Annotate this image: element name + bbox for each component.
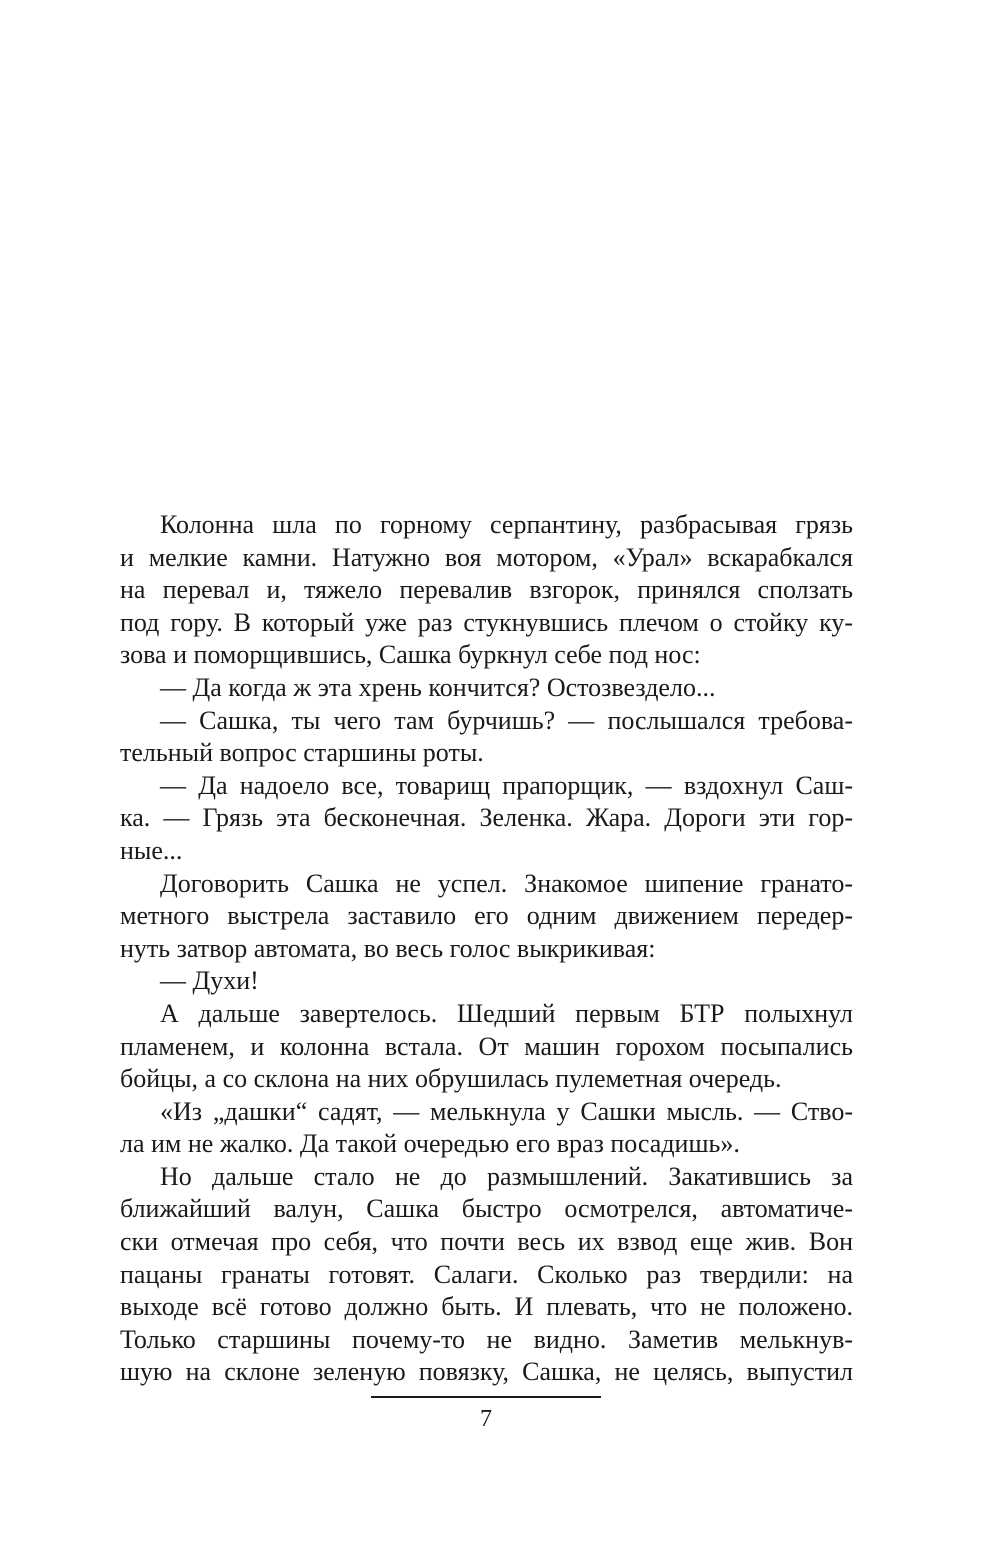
- text-line: на перевал и, тяжело перевалив взгорок, принялся сползать: [120, 575, 853, 605]
- page-number: 7: [480, 1406, 492, 1432]
- text-line: выходе всё готово должно быть. И плевать, что не положено.: [120, 1292, 853, 1322]
- text-line: — Да надоело все, товарищ прапорщик, — вздохнул Саш-: [160, 770, 853, 800]
- footer-rule: [371, 1396, 601, 1398]
- text-line: зова и поморщившись, Сашка буркнул себе под нос:: [120, 640, 701, 670]
- paragraph: [120, 868, 853, 966]
- text-line: метного выстрела заставило его одним движением передер-: [120, 901, 853, 931]
- text-line: Договорить Сашка не успел. Знакомое шипение гранато-: [160, 868, 853, 898]
- text-line: — Да когда ж эта хрень кончится? Остозвездело...: [160, 672, 716, 702]
- text-line: «Из „дашки“ садят, — мелькнула у Сашки мысль. — Ство-: [160, 1096, 853, 1126]
- text-line: под гору. В который уже раз стукнувшись плечом о стойку ку-: [120, 607, 853, 637]
- body-text: [120, 509, 853, 1389]
- paragraph: [120, 509, 853, 672]
- paragraph: [120, 965, 853, 998]
- text-line: пламенем, и колонна встала. От машин горохом посыпались: [120, 1031, 853, 1061]
- text-line: бойцы, а со склона на них обрушилась пулеметная очередь.: [120, 1064, 782, 1094]
- text-line: Колонна шла по горному серпантину, разбрасывая грязь: [160, 510, 853, 539]
- paragraph: [120, 705, 853, 770]
- text-line: шую на склоне зеленую повязку, Сашка, не целясь, выпустил: [120, 1357, 853, 1387]
- text-line: ла им не жалко. Да такой очередью его враз посадишь».: [120, 1129, 740, 1159]
- text-line: нуть затвор автомата, во весь голос выкрикивая:: [120, 933, 656, 963]
- text-line: ные...: [120, 835, 183, 865]
- paragraph: [120, 998, 853, 1096]
- text-line: ка. — Грязь эта бесконечная. Зеленка. Жара. Дороги эти гор-: [120, 803, 853, 833]
- text-line: А дальше завертелось. Шедший первым БТР полыхнул: [160, 998, 853, 1028]
- paragraph: [120, 1096, 853, 1161]
- paragraph: [120, 672, 853, 705]
- text-line: ближайший валун, Сашка быстро осмотрелся, автоматиче-: [120, 1194, 853, 1224]
- text-line: и мелкие камни. Натужно воя мотором, «Урал» вскарабкался: [120, 542, 853, 572]
- text-line: Только старшины почему-то не видно. Заметив мелькнув-: [120, 1324, 853, 1354]
- text-line: — Духи!: [160, 966, 259, 996]
- text-line: ски отмечая про себя, что почти весь их взвод еще жив. Вон: [120, 1227, 853, 1257]
- text-line: — Сашка, ты чего там бурчишь? — послышался требова-: [160, 705, 853, 735]
- paragraph: [120, 770, 853, 868]
- text-line: пацаны гранаты готовят. Салаги. Сколько раз твердили: на: [120, 1259, 853, 1289]
- text-line: Но дальше стало не до размышлений. Закатившись за: [160, 1161, 853, 1191]
- paragraph: [120, 1161, 853, 1389]
- text-line: тельный вопрос старшины роты.: [120, 738, 484, 768]
